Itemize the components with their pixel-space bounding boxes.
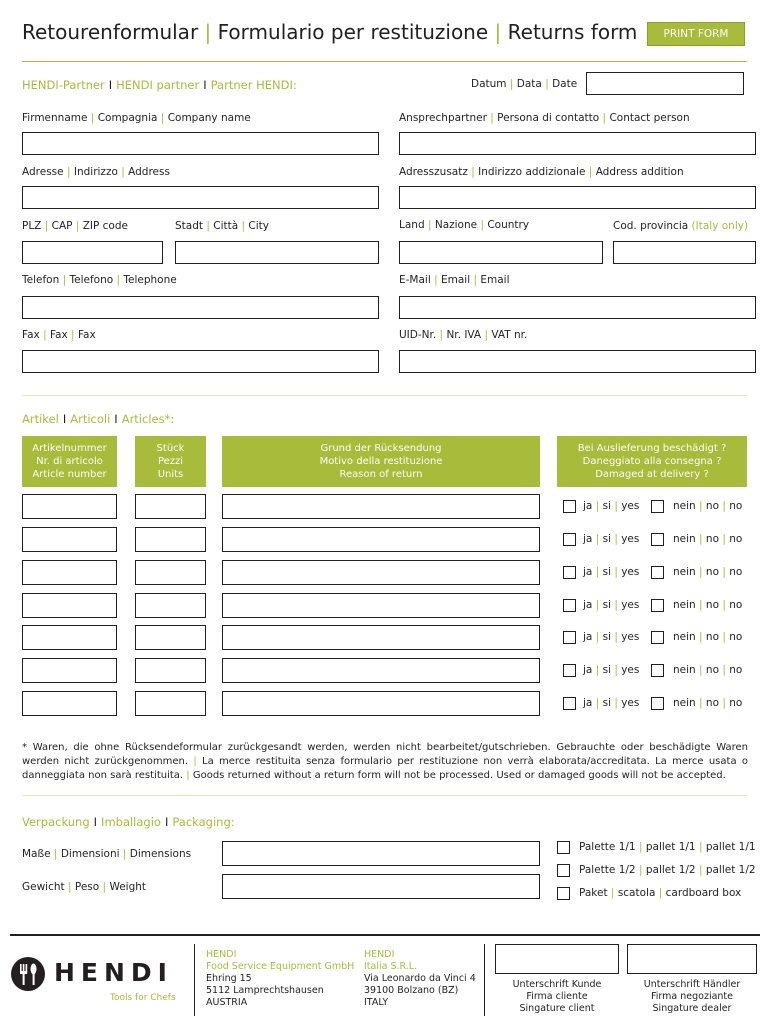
units-input[interactable] bbox=[135, 560, 206, 585]
vat-label: UID-Nr. | Nr. IVA | VAT nr. bbox=[399, 329, 528, 341]
reason-input[interactable] bbox=[222, 527, 540, 552]
damaged-yes-label: ja | si | yes bbox=[583, 697, 640, 709]
article-number-input[interactable] bbox=[22, 560, 117, 585]
damaged-yes-label: ja | si | yes bbox=[583, 533, 640, 545]
address-divider bbox=[22, 395, 747, 396]
city-input[interactable] bbox=[175, 241, 379, 264]
company-input[interactable] bbox=[22, 132, 379, 155]
reason-input[interactable] bbox=[222, 658, 540, 683]
reason-input[interactable] bbox=[222, 691, 540, 716]
damaged-no-label: nein | no | no bbox=[673, 533, 743, 545]
email-label: E-Mail | Email | Email bbox=[399, 274, 510, 286]
units-input[interactable] bbox=[135, 691, 206, 716]
units-input[interactable] bbox=[135, 593, 206, 618]
damaged-no-label: nein | no | no bbox=[673, 664, 743, 676]
country-label: Land | Nazione | Country bbox=[399, 219, 530, 231]
damaged-no-checkbox[interactable] bbox=[651, 500, 664, 513]
address-input[interactable] bbox=[22, 186, 379, 209]
email-input[interactable] bbox=[399, 296, 756, 319]
packaging-heading: Verpackung I Imballagio I Packaging: bbox=[22, 815, 235, 829]
units-input[interactable] bbox=[135, 494, 206, 519]
pallet-half-checkbox[interactable] bbox=[557, 864, 570, 877]
title-it: Formulario per restituzione bbox=[217, 20, 489, 44]
damaged-yes-label: ja | si | yes bbox=[583, 631, 640, 643]
hendi-logo bbox=[10, 956, 180, 992]
phone-input[interactable] bbox=[22, 296, 379, 319]
cardboard-box-label: Paket | scatola | cardboard box bbox=[579, 887, 742, 899]
footnote: * Waren, die ohne Rücksendeformular zurückgesandt werden, werden nicht bearbeitet/gutschrieben. Gebrauchte oder beschädigte Waren werden nicht zurückgenommen. | La merce restituita senza formulario per restituzione non verrà elaborata/accreditata. La merce usata o danneggiata non sarà restituita. | Goods returned without a return form will not be processed. Used or damaged goods will not be accepted. bbox=[22, 742, 748, 781]
address-label: Adresse | Indirizzo | Address bbox=[22, 166, 170, 178]
damaged-yes-label: ja | si | yes bbox=[583, 500, 640, 512]
dimensions-input[interactable] bbox=[222, 841, 540, 866]
damaged-header: Bei Auslieferung beschädigt ? Daneggiato alla consegna ? Damaged at delivery ? bbox=[557, 436, 747, 487]
customer-signature-label: Unterschrift Kunde Firma cliente Singature client bbox=[512, 979, 602, 1014]
damaged-no-checkbox[interactable] bbox=[651, 533, 664, 546]
province-input[interactable] bbox=[613, 241, 756, 264]
article-number-input[interactable] bbox=[22, 658, 117, 683]
country-input[interactable] bbox=[399, 241, 603, 264]
article-number-input[interactable] bbox=[22, 494, 117, 519]
address-austria: HENDI Food Service Equipment GmbH Ehring 15 5112 Lamprechtshausen AUSTRIA bbox=[206, 949, 355, 1008]
weight-input[interactable] bbox=[222, 874, 540, 899]
pallet-full-label: Palette 1/1 | pallet 1/1 | pallet 1/1 bbox=[579, 841, 756, 853]
phone-label: Telefon | Telefono | Telephone bbox=[22, 274, 177, 286]
damaged-no-label: nein | no | no bbox=[673, 500, 743, 512]
reason-input[interactable] bbox=[222, 494, 540, 519]
contact-input[interactable] bbox=[399, 132, 756, 155]
damaged-no-label: nein | no | no bbox=[673, 599, 743, 611]
footnote-divider bbox=[22, 795, 747, 796]
footer-divider bbox=[10, 934, 760, 936]
title-divider bbox=[22, 61, 747, 62]
damaged-yes-checkbox[interactable] bbox=[563, 566, 576, 579]
cardboard-box-checkbox[interactable] bbox=[557, 887, 570, 900]
title-de: Retourenformular bbox=[22, 20, 199, 44]
customer-signature-box[interactable] bbox=[495, 944, 619, 974]
damaged-yes-label: ja | si | yes bbox=[583, 566, 640, 578]
date-input[interactable] bbox=[586, 72, 744, 95]
article-number-input[interactable] bbox=[22, 593, 117, 618]
reason-input[interactable] bbox=[222, 593, 540, 618]
dealer-signature-label: Unterschrift Händler Firma negoziante Singature dealer bbox=[643, 979, 741, 1014]
units-input[interactable] bbox=[135, 625, 206, 650]
article-number-input[interactable] bbox=[22, 527, 117, 552]
pallet-full-checkbox[interactable] bbox=[557, 841, 570, 854]
vat-input[interactable] bbox=[399, 350, 756, 373]
articles-heading: Artikel I Articoli I Articles*: bbox=[22, 412, 175, 426]
reason-input[interactable] bbox=[222, 625, 540, 650]
title-en: Returns form bbox=[507, 20, 638, 44]
dealer-signature-box[interactable] bbox=[627, 944, 757, 974]
address-italy: HENDI Italia S.R.L. Via Leonardo da Vinci 4 39100 Bolzano (BZ) ITALY bbox=[364, 949, 476, 1008]
damaged-yes-checkbox[interactable] bbox=[563, 533, 576, 546]
damaged-no-checkbox[interactable] bbox=[651, 631, 664, 644]
reason-header: Grund der Rücksendung Motivo della restituzione Reason of return bbox=[222, 436, 540, 487]
damaged-yes-checkbox[interactable] bbox=[563, 697, 576, 710]
damaged-yes-checkbox[interactable] bbox=[563, 599, 576, 612]
contact-label: Ansprechpartner | Persona di contatto | Contact person bbox=[399, 112, 690, 124]
damaged-yes-label: ja | si | yes bbox=[583, 599, 640, 611]
units-input[interactable] bbox=[135, 658, 206, 683]
zip-input[interactable] bbox=[22, 241, 163, 264]
damaged-no-label: nein | no | no bbox=[673, 566, 743, 578]
units-header: Stück Pezzi Units bbox=[135, 436, 206, 487]
damaged-no-checkbox[interactable] bbox=[651, 697, 664, 710]
fax-label: Fax | Fax | Fax bbox=[22, 329, 96, 341]
form-title: Retourenformular | Formulario per restituzione | Returns form bbox=[22, 20, 638, 44]
city-label: Stadt | Città | City bbox=[175, 220, 269, 232]
print-form-button[interactable]: PRINT FORM bbox=[647, 22, 745, 46]
reason-input[interactable] bbox=[222, 560, 540, 585]
company-label: Firmenname | Compagnia | Company name bbox=[22, 112, 251, 124]
fax-input[interactable] bbox=[22, 350, 379, 373]
damaged-yes-checkbox[interactable] bbox=[563, 631, 576, 644]
damaged-yes-checkbox[interactable] bbox=[563, 664, 576, 677]
province-label: Cod. provincia (Italy only) bbox=[613, 220, 749, 232]
damaged-no-label: nein | no | no bbox=[673, 631, 743, 643]
zip-label: PLZ | CAP | ZIP code bbox=[22, 220, 128, 232]
units-input[interactable] bbox=[135, 527, 206, 552]
damaged-no-checkbox[interactable] bbox=[651, 599, 664, 612]
cutlery-icon bbox=[10, 956, 46, 992]
article-number-input[interactable] bbox=[22, 691, 117, 716]
damaged-no-checkbox[interactable] bbox=[651, 664, 664, 677]
damaged-yes-checkbox[interactable] bbox=[563, 500, 576, 513]
date-label: Datum | Data | Date bbox=[471, 78, 578, 90]
damaged-no-label: nein | no | no bbox=[673, 697, 743, 709]
pallet-half-label: Palette 1/2 | pallet 1/2 | pallet 1/2 bbox=[579, 864, 756, 876]
address-addition-input[interactable] bbox=[399, 186, 756, 209]
dimensions-label: Maße | Dimensioni | Dimensions bbox=[22, 848, 192, 860]
address-addition-label: Adresszusatz | Indirizzo addizionale | Address addition bbox=[399, 166, 684, 178]
article-number-header: Artikelnummer Nr. di articolo Article number bbox=[22, 436, 117, 487]
partner-heading: HENDI-Partner I HENDI partner I Partner HENDI: bbox=[22, 78, 297, 92]
weight-label: Gewicht | Peso | Weight bbox=[22, 881, 147, 893]
damaged-yes-label: ja | si | yes bbox=[583, 664, 640, 676]
footer-separator-2 bbox=[484, 944, 485, 1016]
article-number-input[interactable] bbox=[22, 625, 117, 650]
tagline: Tools for Chefs bbox=[110, 993, 176, 1003]
footer-separator-1 bbox=[194, 944, 195, 1016]
logo-wordmark: HENDI bbox=[54, 958, 173, 987]
damaged-no-checkbox[interactable] bbox=[651, 566, 664, 579]
